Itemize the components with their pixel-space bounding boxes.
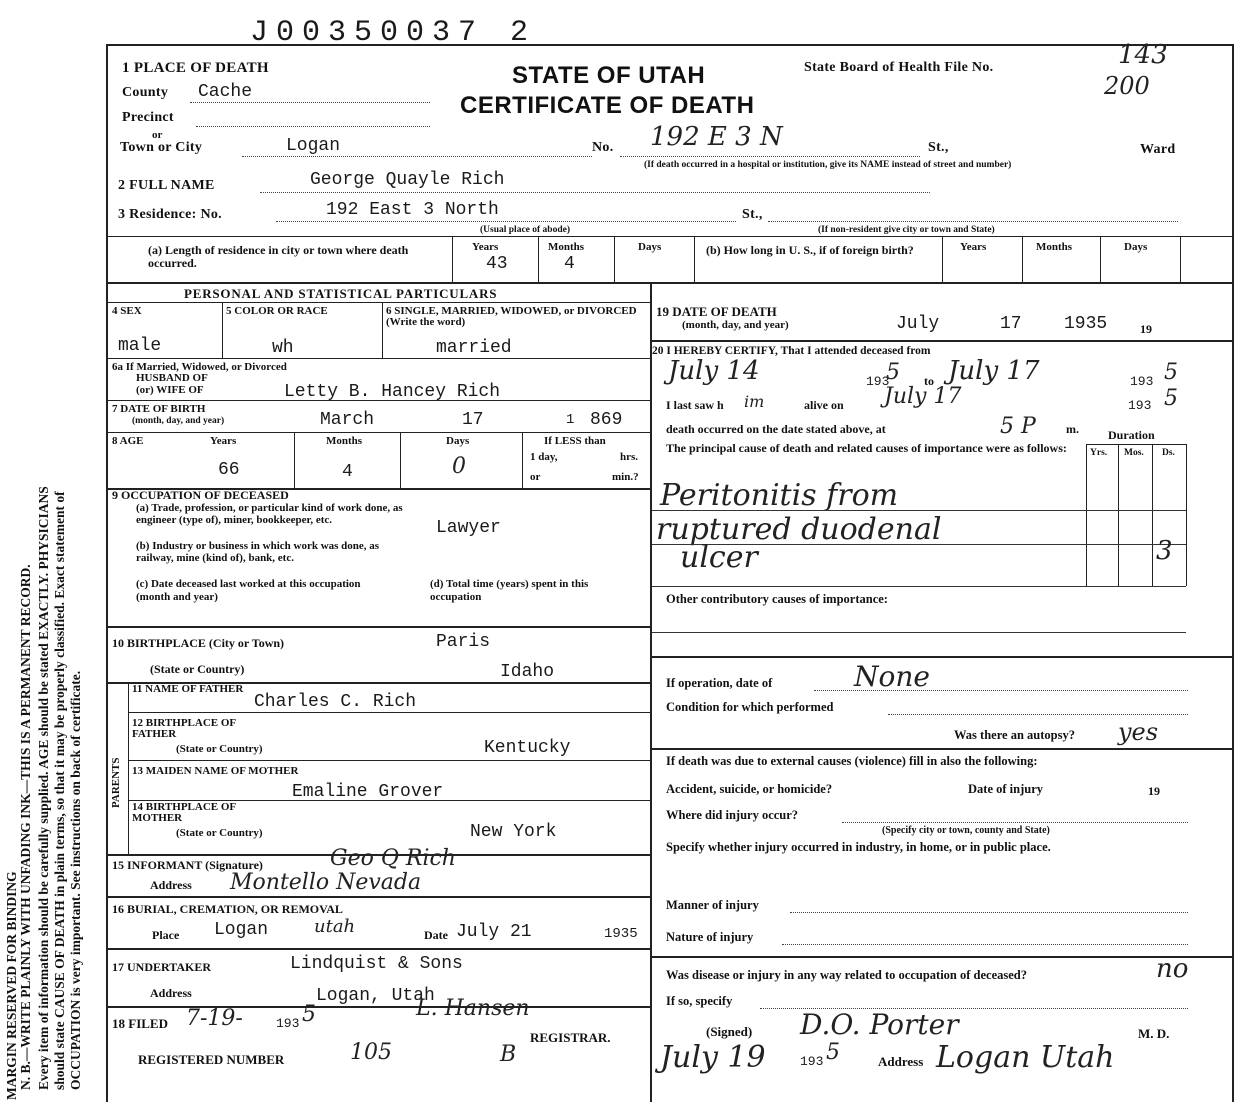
burial-date: July 21	[456, 922, 532, 942]
father-value: Charles C. Rich	[254, 692, 417, 712]
informant-address-label: Address	[150, 878, 192, 892]
dob-day: 17	[462, 410, 484, 430]
sex-value: male	[118, 336, 162, 356]
to-year: 5	[1164, 360, 1178, 385]
side-margin-note: MARGIN RESERVED FOR BINDING	[4, 871, 19, 1100]
town-label: Town or City	[120, 140, 203, 155]
burial-place: Logan	[214, 920, 269, 940]
file-no-label: State Board of Health File No.	[804, 60, 994, 75]
cause-line-3: ulcer	[680, 540, 758, 575]
residence-value: 192 East 3 North	[326, 200, 499, 220]
top-border	[108, 44, 1234, 46]
duration-label: Duration	[1108, 428, 1155, 442]
principal-cause-label: The principal cause of death and related causes of importance were as follows:	[666, 441, 1067, 455]
color-label: 5 COLOR OR RACE	[226, 305, 328, 317]
left-border	[106, 44, 108, 1102]
sex-label: 4 SEX	[112, 305, 142, 317]
registered-initial: B	[500, 1042, 517, 1067]
res-years-label: Years	[472, 241, 499, 253]
ds-label: Ds.	[1162, 448, 1175, 458]
burial-place-label: Place	[152, 928, 180, 942]
res-days-label: Days	[638, 241, 662, 253]
injury-date-label: Date of injury	[968, 782, 1043, 796]
residence-st-line	[768, 221, 1178, 222]
operation-label: If operation, date of	[666, 676, 773, 690]
side-note-line-1: N. B.—WRITE PLAINLY WITH UNFADING INK—THIS IS A PERMANENT RECORD.	[18, 564, 33, 1090]
min-label: min.?	[612, 471, 639, 483]
town-line	[242, 156, 592, 157]
marital-value: married	[436, 338, 512, 358]
less-than-label: If LESS than	[544, 435, 606, 447]
last-saw-label: I last saw h	[666, 398, 724, 412]
state-title: STATE OF UTAH	[512, 62, 706, 89]
nonresident-note: (If non-resident give city or town and State)	[818, 225, 995, 235]
residence-line	[276, 221, 736, 222]
informant-address: Montello Nevada	[230, 870, 422, 895]
condition-label: Condition for which performed	[666, 700, 834, 714]
center-divider	[650, 282, 652, 1102]
one-day-label: 1 day,	[530, 451, 558, 463]
undertaker-label: 17 UNDERTAKER	[112, 960, 212, 974]
other-causes-label: Other contributory causes of importance:	[666, 592, 888, 606]
age-months-label: Months	[326, 435, 363, 447]
death-year-suffix: 19	[1140, 322, 1152, 336]
dob-label: 7 DATE OF BIRTH	[112, 403, 206, 415]
or-min-label: or	[530, 471, 541, 483]
mother-birthplace: New York	[470, 822, 557, 842]
dob-sub: (month, day, and year)	[132, 416, 225, 426]
where-note: (Specify city or town, county and State)	[882, 825, 1050, 836]
attended-from: July 14	[668, 356, 760, 386]
attended-to: July 17	[948, 356, 1040, 386]
mother-birthplace-sub: (State or Country)	[176, 827, 263, 839]
res-months-value: 4	[564, 254, 575, 274]
age-days-label: Days	[446, 435, 470, 447]
from-year: 5	[886, 360, 900, 385]
side-note-line-2: Every item of information should be carefully supplied. AGE should be stated EXACTLY. PHYSICIANS	[36, 486, 51, 1090]
personal-heading: PERSONAL AND STATISTICAL PARTICULARS	[184, 286, 498, 301]
injury-year-label: 19	[1148, 784, 1160, 798]
mother-label: 13 MAIDEN NAME OF MOTHER	[132, 765, 299, 777]
age-days: 0	[452, 454, 466, 479]
age-months: 4	[342, 462, 353, 482]
undertaker-address: Logan, Utah	[316, 986, 435, 1006]
alive-year-prefix: 193	[1128, 398, 1152, 413]
st-label: St.,	[928, 140, 949, 155]
occupational-label: Was disease or injury in any way related to occupation of deceased?	[666, 968, 1027, 982]
full-name-value: George Quayle Rich	[310, 170, 505, 190]
abode-note: (Usual place of abode)	[480, 225, 570, 235]
occupation-b-label: (b) Industry or business in which work was done, as railway, mine (kind of), bank, etc.	[136, 540, 380, 564]
no-line	[620, 156, 920, 157]
to-year-prefix: 193	[1130, 374, 1154, 389]
precinct-label: Precinct	[122, 110, 174, 125]
residence-label: 3 Residence: No.	[118, 207, 222, 222]
alive-year: 5	[1164, 386, 1178, 411]
parents-label: PARENTS	[110, 757, 122, 808]
filed-year-prefix: 193	[276, 1016, 300, 1031]
occupation-c-label: (c) Date deceased last worked at this occupation (month and year)	[136, 578, 361, 603]
town-value: Logan	[286, 136, 341, 156]
external-causes-label: If death was due to external causes (violence) fill in also the following:	[666, 754, 1038, 768]
filed-value: 7-19-	[186, 1006, 243, 1031]
signed-year-prefix: 193	[800, 1054, 824, 1069]
us-months-label: Months	[1036, 241, 1073, 253]
registered-number: 105	[350, 1040, 392, 1065]
occupation-a-label: (a) Trade, profession, or particular kind of work done, as engineer (type of), miner, bookkeeper, etc.	[136, 502, 403, 526]
registered-number-label: REGISTERED NUMBER	[138, 1052, 285, 1067]
spouse-value: Letty B. Hancey Rich	[284, 382, 501, 402]
residence-st-label: St.,	[742, 207, 763, 222]
informant-label: 15 INFORMANT (Signature)	[112, 858, 263, 872]
operation-value: None	[854, 660, 930, 693]
undertaker-address-label: Address	[150, 986, 192, 1000]
burial-date-label: Date	[424, 928, 448, 942]
autopsy-label: Was there an autopsy?	[954, 728, 1075, 742]
father-birthplace: Kentucky	[484, 738, 571, 758]
nature-label: Nature of injury	[666, 930, 754, 944]
birthplace-label: 10 BIRTHPLACE (City or Town)	[112, 636, 285, 650]
full-name-label: 2 FULL NAME	[118, 178, 215, 193]
dob-month: March	[320, 410, 375, 430]
cause-line-2: ruptured duodenal	[656, 512, 942, 547]
mother-birthplace-label: 14 BIRTHPLACE OF MOTHER	[132, 801, 236, 824]
alive-on-label: alive on	[804, 398, 844, 412]
county-label: County	[122, 85, 169, 100]
burial-year: 1935	[604, 926, 638, 942]
us-residence-label: (b) How long in U. S., if of foreign birth?	[706, 243, 914, 257]
if-so-label: If so, specify	[666, 994, 733, 1008]
color-value: wh	[272, 338, 294, 358]
county-value: Cache	[198, 82, 253, 102]
occurred-label: death occurred on the date stated above, at	[666, 422, 886, 436]
spouse-label-3: (or) WIFE OF	[136, 384, 204, 396]
alive-on-date: July 17	[884, 384, 962, 409]
county-line	[190, 102, 430, 103]
m-label: m.	[1066, 422, 1079, 436]
father-birthplace-label: 12 BIRTHPLACE OF FATHER	[132, 717, 236, 740]
md-label: M. D.	[1138, 1026, 1170, 1041]
specify-injury-label: Specify whether injury occurred in industry, in home, or in public place.	[666, 840, 1051, 854]
registrar-label: REGISTRAR.	[530, 1030, 611, 1045]
occupation-d-label: (d) Total time (years) spent in this occupation	[430, 578, 589, 603]
age-label: 8 AGE	[112, 435, 144, 447]
no-label: No.	[592, 140, 614, 155]
yrs-label: Yrs.	[1090, 448, 1108, 458]
mos-label: Mos.	[1124, 448, 1144, 458]
age-years-label: Years	[210, 435, 237, 447]
hrs-label: hrs.	[620, 451, 639, 463]
manner-label: Manner of injury	[666, 898, 759, 912]
birthplace-state: Idaho	[500, 662, 555, 682]
signed-year: 5	[826, 1040, 840, 1065]
file-no-1: 143	[1118, 40, 1168, 70]
age-years: 66	[218, 460, 240, 480]
last-saw-value: im	[744, 392, 765, 411]
signed-date: July 19	[660, 1040, 766, 1075]
where-injury-label: Where did injury occur?	[666, 808, 799, 822]
file-no-2: 200	[1104, 72, 1150, 100]
mother-value: Emaline Grover	[292, 782, 444, 802]
death-date-label: 19 DATE OF DEATH	[656, 304, 777, 319]
precinct-line	[196, 126, 430, 127]
spouse-label-2: HUSBAND OF	[136, 372, 208, 384]
right-border	[1232, 44, 1234, 1102]
place-of-death-heading: 1 PLACE OF DEATH	[122, 60, 269, 76]
cause-line-1: Peritonitis from	[660, 478, 899, 513]
signed-address-label: Address	[878, 1054, 924, 1069]
birthplace-state-label: (State or Country)	[150, 662, 245, 676]
hospital-note: (If death occurred in a hospital or institution, give its NAME instead of street and number)	[644, 160, 1012, 170]
filed-label: 18 FILED	[112, 1016, 168, 1031]
burial-label: 16 BURIAL, CREMATION, OR REMOVAL	[112, 902, 343, 916]
autopsy-value: yes	[1118, 718, 1159, 746]
death-month: July	[896, 314, 940, 334]
death-time: 5 P	[1000, 414, 1036, 439]
to-label: to	[924, 374, 934, 388]
marital-label: 6 SINGLE, MARRIED, WIDOWED, or DIVORCED (Write the word)	[386, 305, 637, 328]
us-days-label: Days	[1124, 241, 1148, 253]
spouse-label-1: 6a If Married, Widowed, or Divorced	[112, 361, 287, 373]
father-label: 11 NAME OF FATHER	[132, 683, 244, 695]
side-note-line-3: should state CAUSE OF DEATH in plain terms, so that it may be properly classified. Exact statement of	[52, 491, 67, 1090]
cause-duration: 3	[1156, 536, 1173, 566]
signed-label: (Signed)	[706, 1024, 753, 1039]
or-label: or	[152, 129, 163, 141]
side-note-line-4: OCCUPATION is very important. See instructions on back of certificate.	[68, 670, 83, 1090]
from-year-prefix: 193	[866, 374, 890, 389]
document-number: J00350037 2	[250, 16, 537, 50]
father-birthplace-sub: (State or Country)	[176, 743, 263, 755]
residence-bottom-line	[108, 282, 1232, 284]
dob-year-prefix: 1	[566, 412, 575, 428]
certify-label: 20 I HEREBY CERTIFY, That I attended deceased from	[652, 345, 931, 357]
signed-address: Logan Utah	[936, 1040, 1115, 1075]
dob-year: 869	[590, 410, 623, 430]
full-name-line	[260, 192, 930, 193]
death-year: 1935	[1064, 314, 1108, 334]
physician-signature: D.O. Porter	[800, 1008, 959, 1041]
death-date-sub: (month, day, and year)	[682, 319, 789, 331]
certificate-title: CERTIFICATE OF DEATH	[460, 92, 755, 119]
ward-label: Ward	[1140, 142, 1176, 157]
occupational-value: no	[1156, 954, 1189, 984]
accident-label: Accident, suicide, or homicide?	[666, 782, 833, 796]
filed-year: 5	[302, 1002, 316, 1027]
death-day: 17	[1000, 314, 1022, 334]
undertaker-value: Lindquist & Sons	[290, 954, 463, 974]
residence-top-line	[108, 236, 1232, 237]
no-value: 192 E 3 N	[650, 122, 783, 152]
occupation-value: Lawyer	[436, 518, 501, 538]
registrar-signature: L. Hansen	[416, 996, 530, 1021]
occupation-label: 9 OCCUPATION OF DECEASED	[112, 488, 289, 502]
res-months-label: Months	[548, 241, 585, 253]
birthplace-value: Paris	[436, 632, 491, 652]
us-years-label: Years	[960, 241, 987, 253]
informant-signature: Geo Q Rich	[330, 846, 456, 871]
burial-state: utah	[314, 916, 356, 937]
res-years-value: 43	[486, 254, 508, 274]
length-residence-label: (a) Length of residence in city or town where death occurred.	[148, 243, 409, 270]
